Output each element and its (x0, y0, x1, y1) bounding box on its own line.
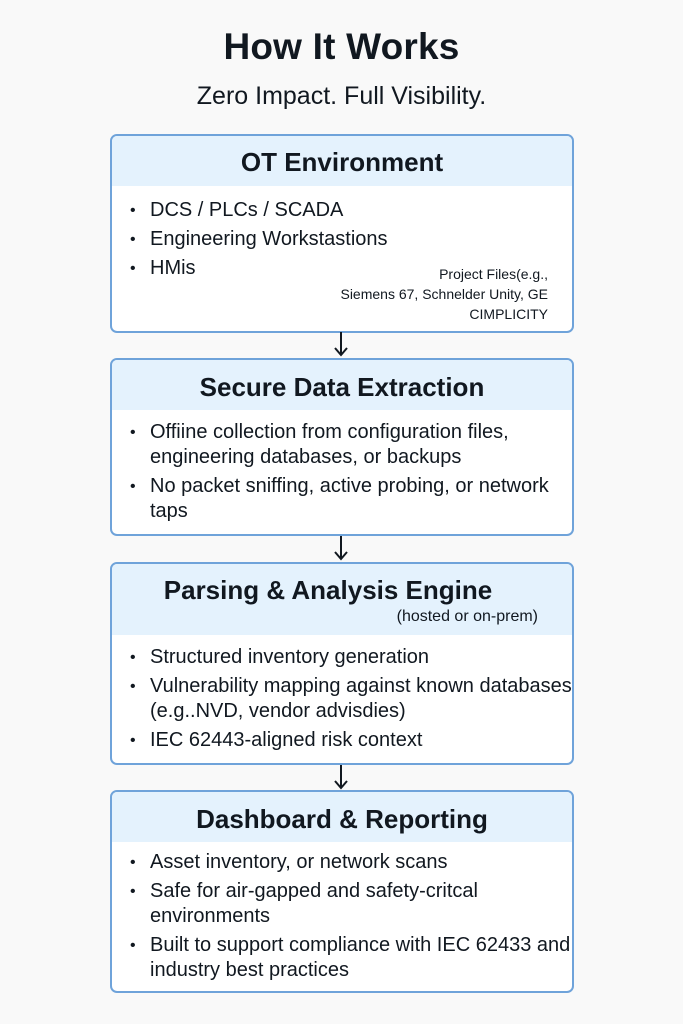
step-secure-data-extraction (110, 358, 574, 536)
arrow-down-icon (331, 332, 351, 358)
step-title: OT Environment (112, 136, 572, 186)
page-title: How It Works (223, 26, 460, 67)
list-item: • Offiine collection from configuration files, engineering databases, or backups (130, 420, 572, 470)
step-ot-environment (110, 134, 574, 333)
list-item: • HMis (130, 256, 572, 281)
note-line: Project Files(e.g., (439, 266, 548, 282)
list-item: • Vulnerability mapping against known databases (e.g..NVD, vendor advisdies) (130, 674, 572, 724)
step-title: Dashboard & Reporting (112, 792, 572, 842)
project-files-note (340, 264, 548, 324)
list-item: • DCS / PLCs / SCADA (130, 198, 572, 223)
note-line: CIMPLICITY (469, 306, 548, 322)
step-header (112, 564, 572, 635)
list-item: • Structured inventory generation (130, 645, 572, 670)
page-subtitle: Zero Impact. Full Visibility. (196, 82, 487, 110)
list-item: • Built to support compliance with IEC 62433 and industry best practices (130, 933, 572, 983)
step-title: Parsing & Analysis Engine (163, 575, 493, 605)
note-line: Siemens 67, Schnelder Unity, GE (340, 286, 548, 302)
step-title: Secure Data Extraction (112, 360, 572, 410)
arrow-down-icon (331, 765, 351, 791)
list-item: • Safe for air-gapped and safety-critcal environments (130, 879, 572, 929)
list-item: • Engineering Workstastions (130, 227, 572, 252)
list-item: • Asset inventory, or network scans (130, 850, 572, 875)
step-dashboard-reporting (110, 790, 574, 993)
step-subtitle: (hosted or on-prem) (396, 608, 538, 625)
list-item: • IEC 62443-aligned risk context (130, 728, 572, 753)
list-item: • No packet sniffing, active probing, or network taps (130, 474, 572, 524)
step-parsing-analysis-engine (110, 562, 574, 765)
arrow-down-icon (331, 536, 351, 562)
